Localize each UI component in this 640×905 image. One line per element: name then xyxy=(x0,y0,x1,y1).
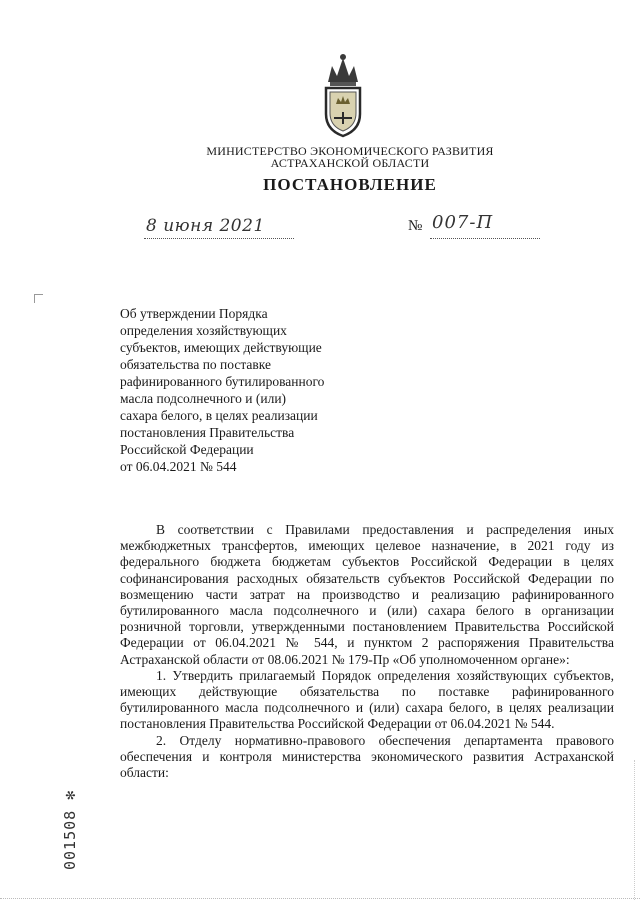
subject-line: субъектов, имеющих действующие xyxy=(120,340,322,355)
serial-number-text: 001508 ✻ xyxy=(61,789,79,870)
item-1-paragraph: 1. Утвердить прилагаемый Порядок определения хозяйствующих субъектов, имеющих действующие обязательства по поставке рафинированного бутилированного масла подсолнечного и (или) сахара белого, в целях реализации постановления Правительства Российской Федерации от 06.04.2021 № 544. xyxy=(120,667,614,732)
subject-line: Об утверждении Порядка xyxy=(120,306,268,321)
document-type-title: ПОСТАНОВЛЕНИЕ xyxy=(263,175,437,194)
subject-line: от 06.04.2021 № 544 xyxy=(120,459,237,474)
handwritten-date: 8 июня 2021 xyxy=(146,216,265,236)
document-subject xyxy=(120,305,380,475)
astrakhan-coat-of-arms-icon xyxy=(318,52,368,138)
scan-edge-right xyxy=(634,760,636,900)
number-underline xyxy=(430,238,540,240)
handwritten-number: 007-П xyxy=(432,212,494,233)
subject-line: определения хозяйствующих xyxy=(120,323,287,338)
ministry-name-line1: МИНИСТЕРСТВО ЭКОНОМИЧЕСКОГО РАЗВИТИЯ xyxy=(206,144,494,158)
subject-line: рафинированного бутилированного xyxy=(120,374,325,389)
preamble-paragraph: В соответствии с Правилами предоставления и распределения иных межбюджетных трансфертов, имеющих целевое назначение, в 2021 году из федерального бюджета бюджетам субъектов Российской Федерации в целях софинансирования расходных обязательств субъектов Российской Федерации по возмещению части затрат на производство и реализацию рафинированного бутилированного масла подсолнечного и (или) сахара белого в организации розничной торговли, утвержденными постановлением Правительства Российской Федерации от 06.04.2021 № 544, и пунктом 2 распоряжения Правительства Астраханской области от 08.06.2021 № 179-Пр «Об уполномоченном органе»: xyxy=(120,522,614,667)
document-body xyxy=(120,522,614,781)
item-2-paragraph: 2. Отделу нормативно-правового обеспечения департамента правового обеспечения и контроля министерства экономического развития Астраханской области: xyxy=(120,732,614,781)
date-underline xyxy=(144,238,294,240)
ministry-name-line2: АСТРАХАНСКОЙ ОБЛАСТИ xyxy=(270,156,430,170)
subject-line: масла подсолнечного и (или) xyxy=(120,391,287,406)
corner-bracket-mark xyxy=(34,294,43,303)
subject-line: постановления Правительства xyxy=(120,425,295,440)
subject-line: обязательства по поставке xyxy=(120,357,272,372)
subject-line: сахара белого, в целях реализации xyxy=(120,408,318,423)
number-label: № xyxy=(408,218,423,234)
scan-edge-bottom xyxy=(0,898,640,901)
subject-line: Российской Федерации xyxy=(120,442,254,457)
side-serial-stamp xyxy=(60,766,80,886)
